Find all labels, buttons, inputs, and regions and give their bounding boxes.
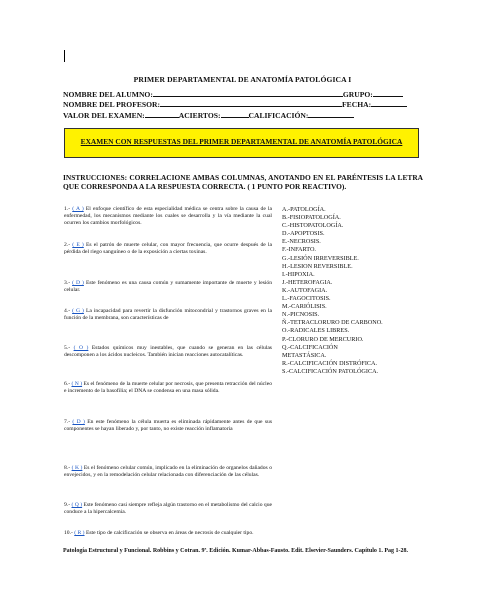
option-r: R.-CALCIFICACIÓN DISTRÓFICA. [282,359,378,367]
hits-label: ACIERTOS: [178,111,221,120]
answers-banner [64,128,419,158]
group-blank [373,89,403,97]
grade-label: CALIFICACIÓN: [248,111,309,120]
question-9: 9.- ( Q ) Este fenómeno casi siempre refleja algún trastorno en el metabolismo del calcio que conduce a la hipercalcemia. [64,502,272,516]
option-j: J.-HETEROFAGIA. [282,278,333,286]
option-q: Q.-CALCIFICACIÓN METASTÁSICA. [282,343,338,359]
answer-8: ( K ) [71,465,83,471]
answer-6: ( N ) [71,381,83,387]
answer-10: ( R ) [74,530,85,536]
instructions [63,173,423,191]
option-d: D.-APOPTOSIS. [282,230,325,238]
option-n: N.-PICNOSIS. [282,311,320,319]
answer-9: ( Q ) [71,502,83,508]
instructions-main: INSTRUCCIONES: CORRELACIONE AMBAS COLUMNAS, ANOTANDO EN EL PARÉNTESIS LA LETRA QUE CORRESPONDA A LA RESPUESTA CORRECTA. [63,173,423,191]
option-c: C.-HISTOPATOLOGÍA. [282,222,344,230]
option-h: H.-LESION REVERSIBLE. [282,262,353,270]
reference-footer: Patología Estructural y Funcional. Robbins y Cotran. 9ª. Edición. Kumar-Abbas-Fausto. Edit. Elsevier-Saunders. Capítulo 1. Pag 1-28. [63,548,409,554]
date-blank [371,99,407,107]
professor-blank [160,99,342,107]
answer-1: ( A ) [72,206,84,212]
option-b: B.-FISIOPATOLOGÍA. [282,214,341,222]
hits-blank [221,110,249,118]
question-3: 3.- ( D ) Este fenómeno es una causa común y sumamente importante de muerte y lesión celular. [64,280,273,294]
question-7: 7.- ( D ) En este fenómeno la célula muerta es eliminada rápidamente antes de que sus componentes se hayan liberado y, por tanto, no existe reacción inflamatoria [64,419,273,433]
answer-5: ( O ) [73,345,89,351]
option-l: L.-FAGOCITOSIS. [282,295,331,303]
answer-3: ( D ) [72,280,84,286]
option-m: M.-CARIÓLISIS. [282,303,327,311]
question-4: 4.- ( G ) La incapacidad para revertir la disfunción mitocondrial y trastornos graves en la función de la membrana, son características de [64,308,272,322]
professor-line [63,99,407,109]
instructions-points: ( 1 PUNTO POR REACTIVO). [247,182,347,191]
value-label: VALOR DEL EXAMEN: [63,111,145,120]
page-title: PRIMER DEPARTAMENTAL DE ANATOMÍA PATOLÓGICA I [133,75,352,84]
question-6: 6.- ( N ) Es el fenómeno de la muerte celular por necrosis, que presenta retracción del núcleo e incremento de la basofilia; el DNA se condensa en una masa sólida. [64,381,272,395]
option-i: I.-HIPOXIA. [282,270,315,278]
grade-blank [308,110,354,118]
option-f: F.-INFARTO. [282,246,316,254]
option-e: E.-NECROSIS. [282,238,321,246]
grade-line [63,110,354,120]
option-g: G.-LESIÓN IRREVERSIBLE. [282,254,359,262]
text-cursor [64,50,65,62]
banner-text: EXAMEN CON RESPUESTAS DEL PRIMER DEPARTAMENTAL DE ANATOMÍA PATOLÓGICA [80,137,403,146]
student-line [63,89,403,99]
value-blank [145,110,179,118]
date-label: FECHA: [342,100,372,109]
student-blank [153,89,343,97]
question-8: 8.- ( K ) Es el fenómeno celular común, implicado en la eliminación de organelos dañados o envejecidos, y en la remodelación celular relacionada con diferenciación de las células. [64,465,273,479]
options-list [282,206,430,376]
question-1: 1.- ( A ) El enfoque científico de esta especialidad médica se centra sobre la causa de la enfermedad, los mecanismos mediante los cuales se desarrolla y la vía mediante la cual ocurren los cambios morfológicos. [64,206,273,227]
question-2: 2.- ( E ) Es el patrón de muerte celular, con mayor frecuencia, que ocurre después de la pérdida del riego sanguíneo o de la exposición a ciertas toxinas. [64,242,273,256]
option-p: P.-CLORURO DE MERCURIO. [282,335,364,343]
option-k: K.-AUTOFAGIA. [282,286,328,294]
group-label: GRUPO: [342,90,373,99]
answer-7: ( D ) [72,419,85,425]
option-s: S.-CALCIFICACIÓN PATOLÓGICA. [282,367,379,375]
question-5: 5.- ( O ) Estados químicos muy inestables, que cuando se generan en las células descomponen a los ácidos nucleicos. También inician reacciones autocatalíticas. [64,345,272,359]
professor-label: NOMBRE DEL PROFESOR: [63,100,161,109]
answer-2: ( E ) [72,242,84,248]
student-label: NOMBRE DEL ALUMNO: [63,90,153,99]
option-enie: Ñ.-TETRACLORURO DE CARBONO. [282,319,383,327]
question-10: 10.- ( R ) Este tipo de calcificación se observa en áreas de necrosis de cualquier tipo. [64,530,254,536]
answer-4: ( G ) [72,308,84,314]
option-a: A.-PATOLOGÍA. [282,206,326,213]
option-o: O.-RADICALES LIBRES. [282,327,350,335]
